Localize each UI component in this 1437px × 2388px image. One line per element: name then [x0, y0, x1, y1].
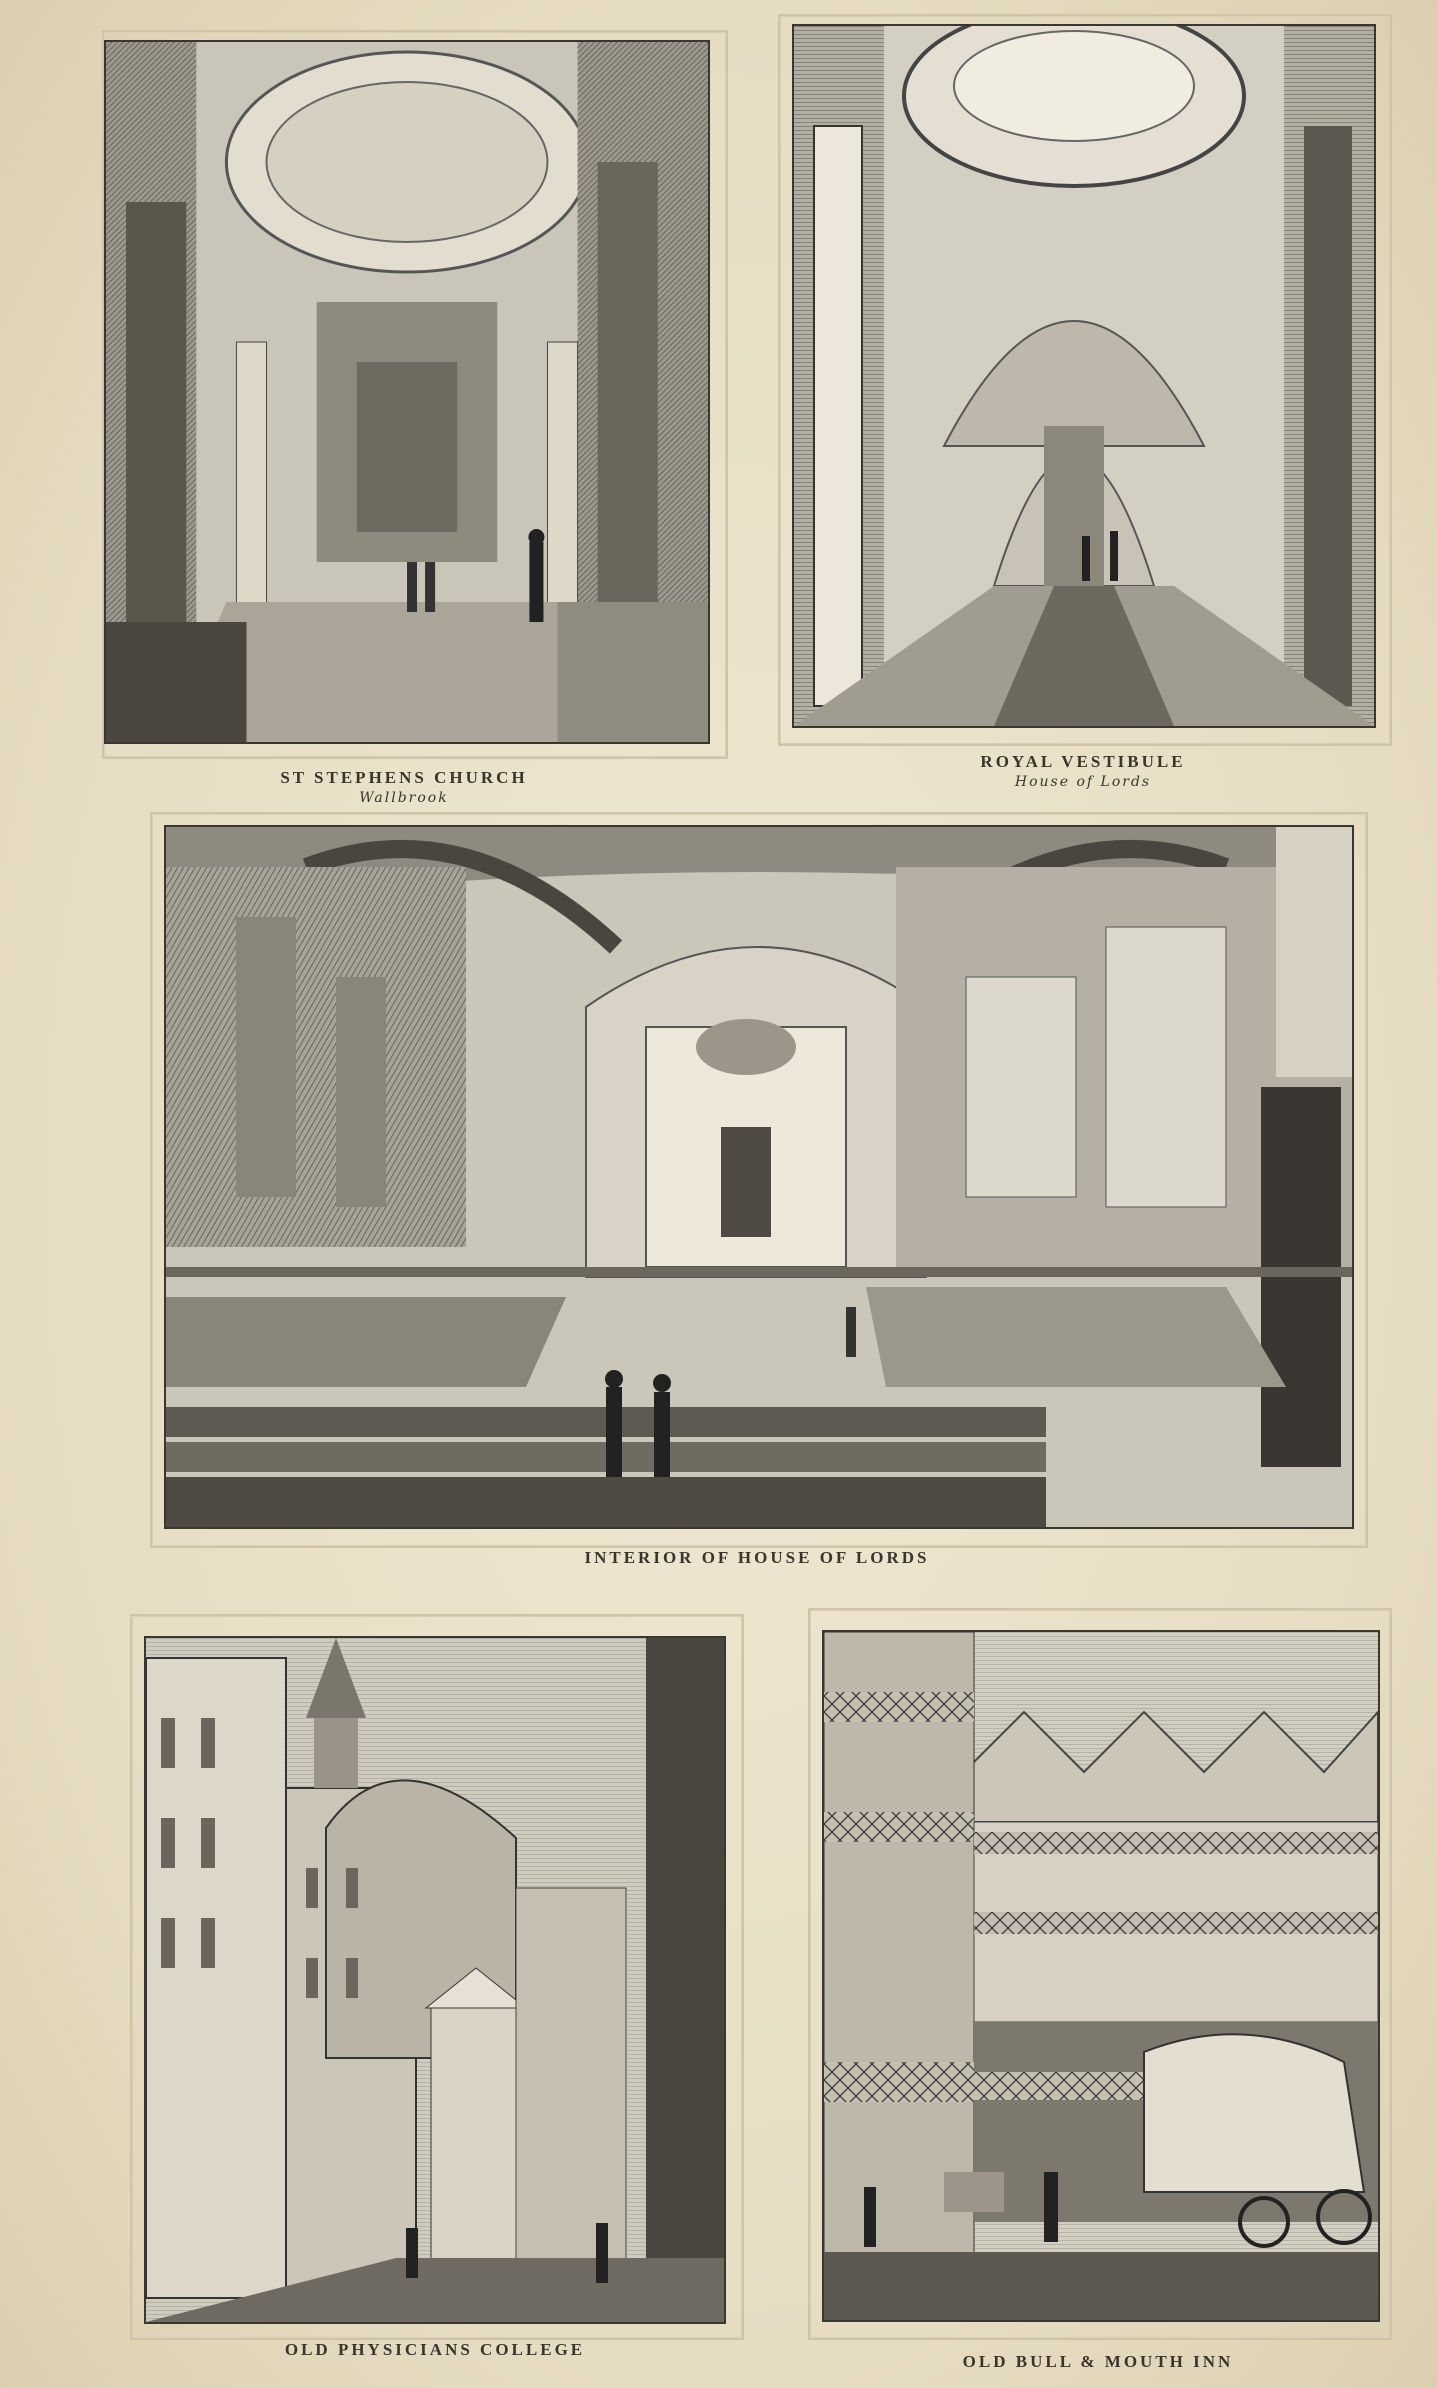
- engraving-st-stephens-church: [104, 40, 710, 744]
- subcaption-st-stephens: Wallbrook: [359, 790, 449, 806]
- subcaption-royal-vestibule: House of Lords: [1014, 774, 1152, 790]
- engraving-old-physicians-college: [144, 1636, 726, 2324]
- caption-st-stephens: ST STEPHENS CHURCH: [280, 768, 528, 787]
- engraving-old-bull-and-mouth-inn: [822, 1630, 1380, 2322]
- caption-bull-mouth-inn: OLD BULL & MOUTH INN: [962, 2352, 1234, 2371]
- caption-royal-vestibule: ROYAL VESTIBULE: [980, 752, 1186, 771]
- engraving-royal-vestibule: [792, 24, 1376, 728]
- engraving-house-of-lords-interior: [164, 825, 1354, 1529]
- caption-physicians-college: OLD PHYSICIANS COLLEGE: [284, 2340, 586, 2359]
- caption-house-of-lords: INTERIOR OF HOUSE OF LORDS: [584, 1548, 930, 1567]
